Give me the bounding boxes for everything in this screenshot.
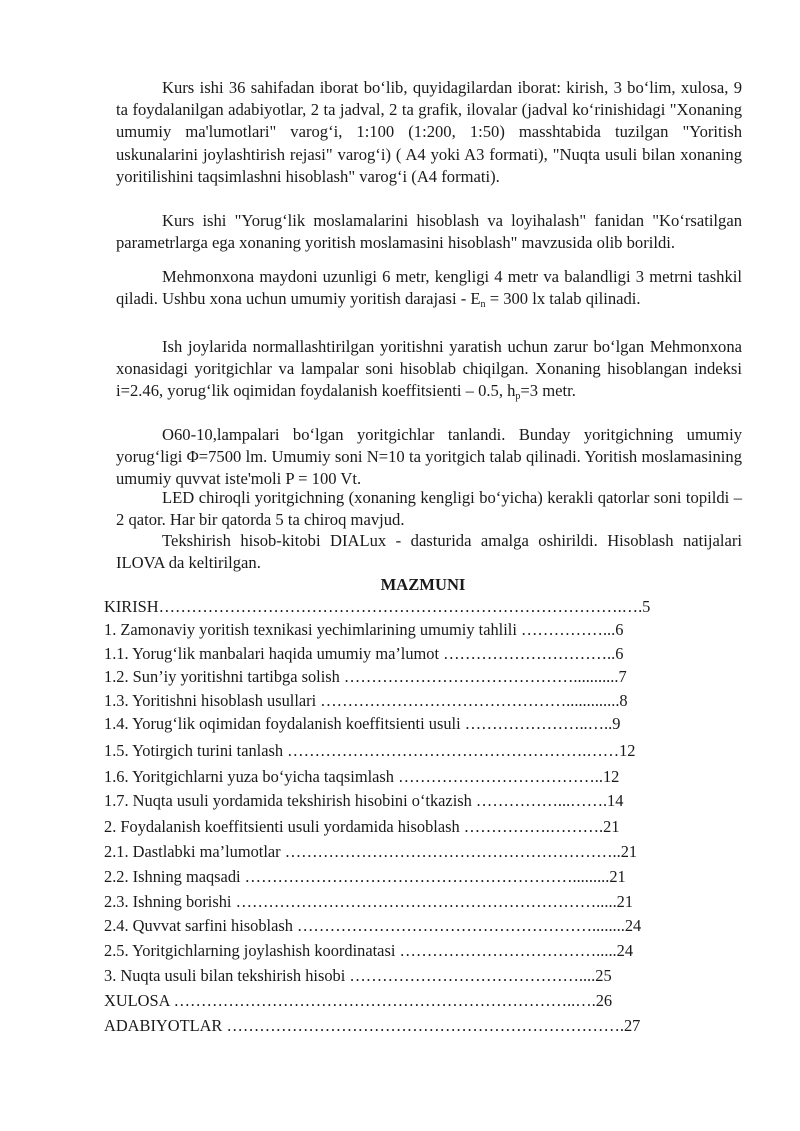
paragraph-text: LED chiroqli yoritgichning (xonaning kengligi bo‘yicha) kerakli qatorlar soni topildi – 2 qator. Har bir qatorda 5 ta chiroq mavjud.: [116, 488, 742, 530]
intro-paragraph-6: [116, 487, 742, 531]
toc-entry: 1.5. Yotirgich turini tanlash ……………………………………………….……12: [104, 741, 636, 760]
toc-entry: 1.3. Yoritishni hisoblash usullari ……………………………………….............8: [104, 691, 628, 710]
paragraph-text: Tekshirish hisob-kitobi DIALux - dasturida amalga oshirildi. Hisoblash natijalari ILOVA da keltirilgan.: [116, 531, 742, 573]
subscript: n: [480, 299, 486, 311]
toc-entry: 1.2. Sun’iy yoritishni tartibga solish ……………………………………...........7: [104, 667, 627, 686]
toc-entry: 1.1. Yorug‘lik manbalari haqida umumiy ma’lumot …………………………..6: [104, 644, 624, 663]
paragraph-text: Ish joylarida normallashtirilgan yoritishni yaratish uchun zarur bo‘lgan Mehmonxona xonasidagi yoritgichlar va lampalar soni hisoblab chiqilgan. Xonaning hisoblangan indeksi i=2.46, yorug‘lik oqimidan foydalanish koeffitsienti – 0.5, h: [116, 337, 742, 401]
toc-title: MAZMUNI: [380, 575, 466, 594]
paragraph-text: O60-10,lampalari bo‘lgan yoritgichlar tanlandi. Bunday yoritgichning umumiy yorug‘ligi Φ=7500 lm. Umumiy soni N=10 ta yoritgich talab qilinadi. Yoritish moslamasining umumiy quvvat iste'moli P = 100 Vt.: [116, 425, 742, 489]
toc-entry: 2.5. Yoritgichlarning joylashish koordinatasi ……………………………….....24: [104, 941, 634, 960]
intro-paragraph-2: [116, 210, 742, 254]
toc-entry: 2. Foydalanish koeffitsienti usuli yordamida hisoblash …………….……….21: [104, 817, 620, 836]
toc-entry: 3. Nuqta usuli bilan tekshirish hisobi ……………………………………....25: [104, 966, 612, 985]
paragraph-text: Mehmonxona maydoni uzunligi 6 metr, kengligi 4 metr va balandligi 3 metrni tashkil qiladi. Ushbu xona uchun umumiy yoritish darajasi - E: [116, 267, 742, 309]
toc-entry: 2.3. Ishning borishi ………………………………………………………….....21: [104, 892, 634, 911]
paragraph-text: Kurs ishi "Yorug‘lik moslamalarini hisoblash va loyihalash" fanidan "Ko‘rsatilgan parametrlarga ega xonaning yoritish moslamasini hisoblash" mavzusida olib borildi.: [116, 211, 742, 253]
toc-entry: 2.4. Quvvat sarfini hisoblash ………………………………………………........24: [104, 916, 642, 935]
intro-paragraph-3: [116, 266, 742, 310]
toc-entry: 2.1. Dastlabki ma’lumotlar ……………………………………………………..21: [104, 842, 638, 861]
toc-entry: XULOSA ………………………………………………………………..….26: [104, 991, 613, 1010]
intro-paragraph-4: [116, 336, 742, 403]
toc-entry: KIRISH………………………………………………………………………….….5: [104, 597, 651, 616]
intro-paragraph-1: [116, 77, 742, 188]
intro-paragraph-5: [116, 424, 742, 491]
toc-entry: 1.7. Nuqta usuli yordamida tekshirish hisobini o‘tkazish ……………...…….14: [104, 791, 624, 810]
toc-entry: 1. Zamonaviy yoritish texnikasi yechimlarining umumiy tahlili ……………...6: [104, 620, 624, 639]
toc-entry: 1.4. Yorug‘lik oqimidan foydalanish koeffitsienti usuli …………………..…..9: [104, 714, 621, 733]
toc-entry: ADABIYOTLAR ……………………………………………………………….27: [104, 1016, 641, 1035]
paragraph-text: = 300 lx talab qilinadi.: [485, 289, 641, 309]
toc-entry: 1.6. Yoritgichlarni yuza bo‘yicha taqsimlash ………………………………..12: [104, 767, 620, 786]
paragraph-text: Kurs ishi 36 sahifadan iborat bo‘lib, quyidagilardan iborat: kirish, 3 bo‘lim, xulosa, 9 ta foydalanilgan adabiyotlar, 2 ta jadval, 2 ta grafik, ilovalar (jadval ko‘rinishidagi "Xonaning umumiy ma'lumotlari" varog‘i, 1:100 (1:200, 1:50) masshtabida tuzilgan "Yoritish uskunalarini joylashtirish rejasi" varog‘i) ( A4 yoki A3 formati), "Nuqta usuli bilan xonaning yoritilishini taqsimlashni hisoblash" varog‘i (A4 formati).: [116, 78, 742, 186]
subscript: p: [515, 391, 521, 403]
intro-paragraph-7: [116, 530, 742, 574]
toc-entry: 2.2. Ishning maqsadi …………………………………………………….........21: [104, 867, 626, 886]
paragraph-text: =3 metr.: [520, 381, 576, 401]
